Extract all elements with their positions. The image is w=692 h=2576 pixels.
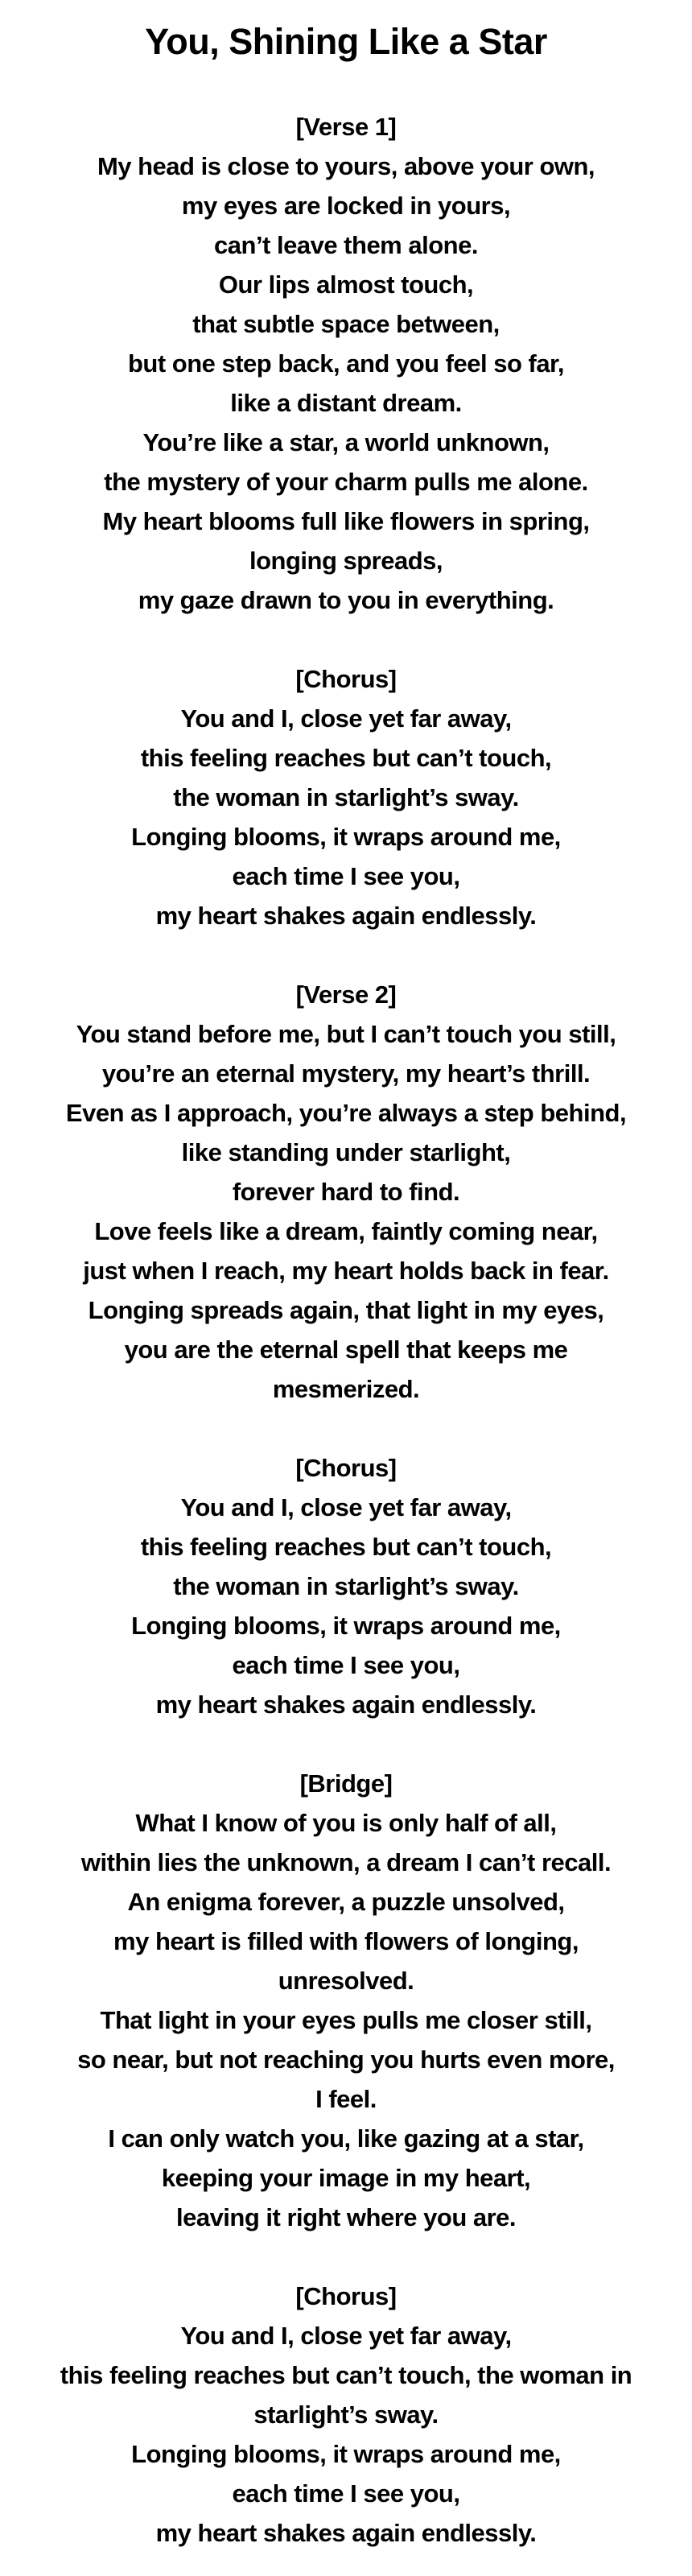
lyrics-section [0, 1764, 692, 2237]
lyric-line: Even as I approach, you’re always a step behind, [65, 1099, 627, 1127]
lyric-line: You and I, close yet far away, [180, 2322, 512, 2350]
lyrics-section [0, 107, 692, 620]
lyric-line: like standing under starlight, [181, 1138, 511, 1166]
lyric-line: my eyes are locked in yours, [181, 192, 511, 220]
section-lines [0, 699, 692, 935]
lyric-line: mesmerized. [272, 1375, 420, 1403]
lyric-line: You’re like a star, a world unknown, [142, 428, 550, 456]
lyric-line: keeping your image in my heart, [161, 2164, 531, 2192]
lyric-line: each time I see you, [232, 1651, 460, 1679]
lyric-line: my heart is filled with flowers of longing, [113, 1927, 579, 1955]
section-lines [0, 2316, 692, 2553]
lyric-line: leaving it right where you are. [175, 2203, 517, 2231]
lyric-line: You stand before me, but I can’t touch you still, [76, 1020, 616, 1048]
lyric-line: my heart shakes again endlessly. [155, 1690, 537, 1719]
lyric-line: Our lips almost touch, [218, 270, 474, 299]
lyrics-sections [0, 107, 692, 2553]
lyric-line: What I know of you is only half of all, [135, 1809, 557, 1837]
lyric-line: so near, but not reaching you hurts even more, [77, 2046, 615, 2074]
lyric-line: this feeling reaches but can’t touch, [140, 1533, 552, 1561]
section-lines [0, 147, 692, 620]
lyric-line: can’t leave them alone. [214, 231, 478, 259]
lyric-line: You and I, close yet far away, [180, 1493, 512, 1521]
lyric-line: this feeling reaches but can’t touch, [140, 744, 552, 772]
lyrics-section [0, 2277, 692, 2553]
lyric-line: my gaze drawn to you in everything. [138, 586, 554, 614]
section-label: [Verse 1] [295, 113, 397, 141]
lyric-line: my heart shakes again endlessly. [155, 902, 537, 930]
lyric-line: this feeling reaches but can’t touch, the woman in [60, 2361, 632, 2389]
lyric-line: each time I see you, [232, 2479, 460, 2508]
lyric-line: you’re an eternal mystery, my heart’s thrill. [101, 1059, 591, 1088]
lyric-line: each time I see you, [232, 862, 460, 890]
lyric-line: Longing spreads again, that light in my eyes, [88, 1296, 604, 1324]
lyric-line: just when I reach, my heart holds back in fear. [83, 1257, 609, 1285]
lyric-line: Longing blooms, it wraps around me, [131, 823, 561, 851]
section-label: [Verse 2] [295, 980, 397, 1009]
lyric-line: unresolved. [278, 1967, 414, 1995]
lyric-line: I can only watch you, like gazing at a star, [108, 2124, 584, 2153]
lyric-line: forever hard to find. [232, 1178, 460, 1206]
lyric-line: within lies the unknown, a dream I can’t recall. [80, 1848, 612, 1876]
page-title: You, Shining Like a Star [145, 21, 547, 62]
lyric-line: the woman in starlight’s sway. [173, 1572, 519, 1600]
section-label: [Bridge] [299, 1769, 393, 1798]
lyrics-section [0, 659, 692, 935]
section-lines [0, 1803, 692, 2237]
section-label: [Chorus] [295, 665, 397, 693]
lyric-line: like a distant dream. [230, 389, 462, 417]
lyric-line: Longing blooms, it wraps around me, [131, 1612, 561, 1640]
section-lines [0, 1014, 692, 1409]
lyric-line: that subtle space between, [192, 310, 500, 338]
lyric-line: You and I, close yet far away, [180, 704, 512, 733]
lyric-line: An enigma forever, a puzzle unsolved, [127, 1888, 565, 1916]
section-label: [Chorus] [295, 2282, 397, 2310]
lyric-line: I feel. [315, 2085, 377, 2113]
lyric-line: you are the eternal spell that keeps me [124, 1335, 568, 1364]
lyric-line: the woman in starlight’s sway. [173, 783, 519, 811]
lyric-line: My head is close to yours, above your own, [97, 152, 595, 180]
lyric-line: but one step back, and you feel so far, [127, 349, 565, 378]
section-lines [0, 1488, 692, 1724]
lyric-line: Longing blooms, it wraps around me, [131, 2440, 561, 2468]
lyric-line: my heart shakes again endlessly. [155, 2519, 537, 2547]
lyric-line: longing spreads, [249, 547, 443, 575]
lyric-line: starlight’s sway. [253, 2401, 439, 2429]
lyric-line: My heart blooms full like flowers in spring, [102, 507, 590, 535]
lyrics-section [0, 975, 692, 1409]
lyric-line: Love feels like a dream, faintly coming near, [94, 1217, 598, 1245]
section-label: [Chorus] [295, 1454, 397, 1482]
lyrics-section [0, 1448, 692, 1724]
lyric-line: the mystery of your charm pulls me alone. [104, 468, 588, 496]
lyric-line: That light in your eyes pulls me closer still, [100, 2006, 592, 2034]
